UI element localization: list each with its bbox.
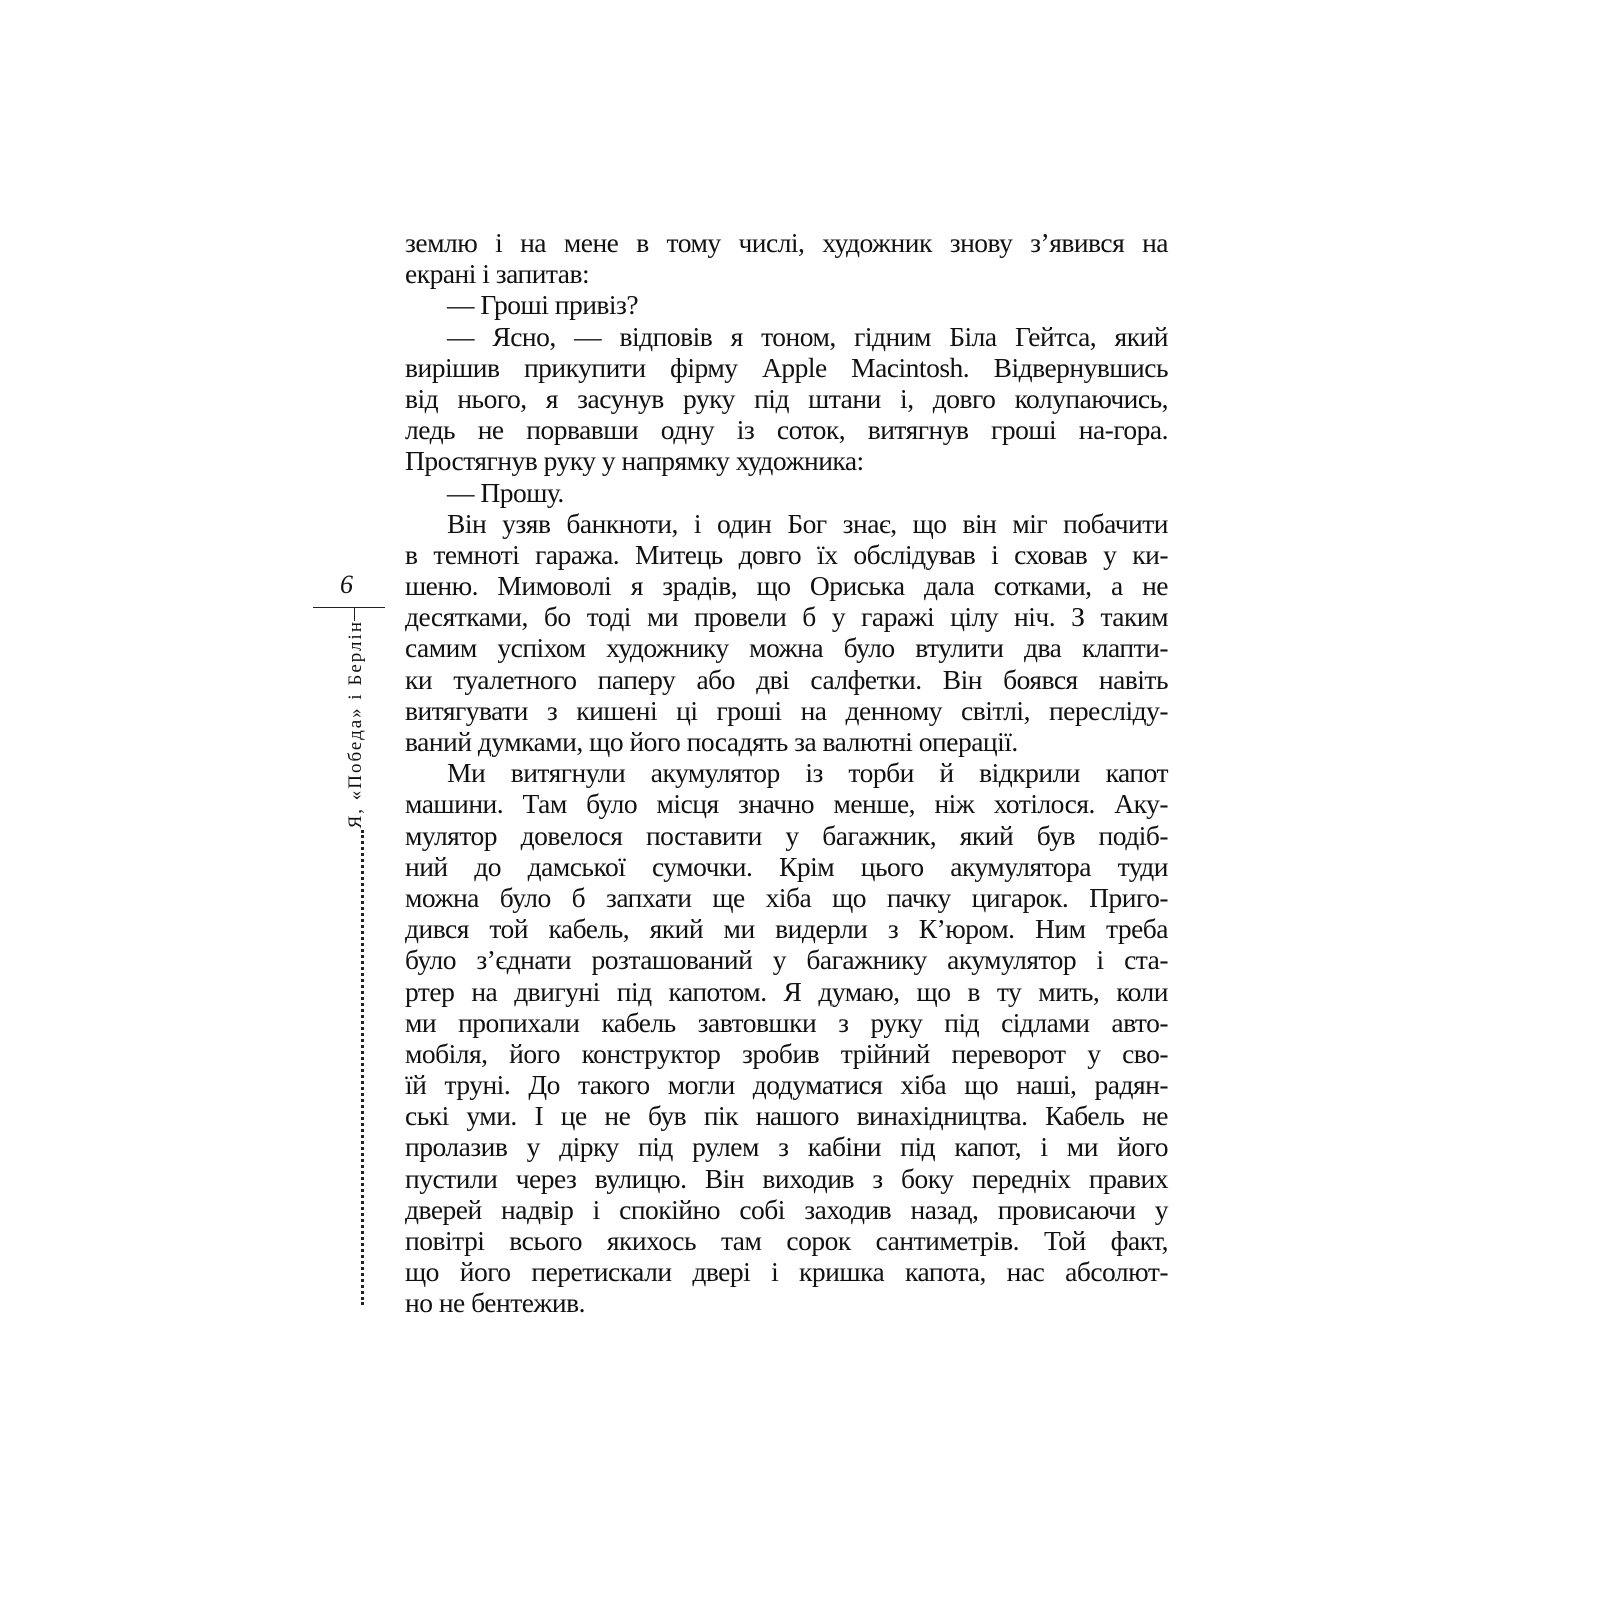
text-line: десятками, бо тоді ми провели б у гаражі цілу ніч. З таким — [405, 601, 1168, 633]
text-line: що його перетискали двері і кришка капота, нас абсолют- — [405, 1256, 1168, 1288]
text-line: Простягнув руку у напрямку художника: — [405, 445, 864, 477]
text-line: ські уми. І це не був пік нашого винахідництва. Кабель не — [405, 1100, 1168, 1132]
text-line: пустили через вулицю. Він виходив з боку передніх правих — [405, 1162, 1168, 1194]
body-text — [405, 227, 1168, 1319]
header-rule-vertical — [354, 607, 355, 621]
text-line: дверей надвір і спокійно собі заходив назад, провисаючи у — [405, 1193, 1168, 1225]
text-line: їй труні. До такого могли додуматися хіба що наші, радян- — [405, 1069, 1168, 1101]
text-line: було з’єднати розташований у багажнику акумулятор і ста- — [405, 944, 1168, 976]
text-line: пролазив у дірку під рулем з кабіни під капот, і ми його — [405, 1131, 1168, 1163]
text-line: машини. Там було місця значно менше, ніж хотілося. Аку- — [405, 788, 1168, 820]
text-line: від нього, я засунув руку під штани і, довго колупаючись, — [405, 382, 1168, 414]
text-line: но не бентежив. — [405, 1287, 585, 1319]
text-line: шеню. Мимоволі я зрадів, що Ориська дала сотками, а не — [405, 570, 1168, 602]
text-line: витягувати з кишені ці гроші на денному світлі, пересліду- — [405, 694, 1168, 726]
dotted-leader — [349, 830, 364, 1305]
text-line: мобіля, його конструктор зробив трійний переворот у сво- — [405, 1037, 1168, 1069]
running-header-title: Я, «Победа» і Берлін — [345, 620, 366, 829]
page-number: 6 — [340, 570, 353, 599]
header-rule — [313, 607, 385, 608]
text-line: — Прошу. — [447, 476, 564, 508]
text-line: Він узяв банкноти, і один Бог знає, що він міг побачити — [447, 507, 1168, 539]
text-line: ний до дамської сумочки. Крім цього акумулятора туди — [405, 850, 1168, 882]
text-line: самим успіхом художнику можна було втулити два клапти- — [405, 632, 1168, 664]
text-line: можна було б запхати ще хіба що пачку цигарок. Приго- — [405, 881, 1168, 913]
text-line: ртер на двигуні під капотом. Я думаю, що в ту мить, коли — [405, 975, 1168, 1007]
text-line: мулятор довелося поставити у багажник, який був подіб- — [405, 819, 1168, 851]
text-line: ваний думками, що його посадять за валютні операції. — [405, 726, 1018, 757]
text-line: вирішив прикупити фірму Apple Macintosh. Відвернувшись — [405, 351, 1168, 383]
text-line: ми пропихали кабель завтовшки з руку під сідлами авто- — [405, 1006, 1168, 1038]
text-line: дився той кабель, який ми видерли з К’юром. Ним треба — [405, 913, 1168, 945]
text-line: землю і на мене в тому числі, художник знову з’явився на — [405, 227, 1168, 258]
text-line: в темноті гаража. Митець довго їх обслідував і сховав у ки- — [405, 538, 1168, 570]
text-line: — Ясно, — відповів я тоном, гідним Біла Гейтса, який — [447, 320, 1168, 352]
text-line: Ми витягнули акумулятор із торби й відкрили капот — [447, 757, 1168, 789]
text-line: ледь не порвавши одну із соток, витягнув гроші на-гора. — [405, 414, 1168, 446]
text-line: — Гроші привіз? — [447, 289, 639, 321]
running-header — [345, 620, 367, 1305]
text-line: ки туалетного паперу або дві салфетки. Він боявся навіть — [405, 663, 1168, 695]
text-line: екрані і запитав: — [405, 258, 590, 290]
text-line: повітрі всього якихось там сорок сантиметрів. Той факт, — [405, 1225, 1168, 1256]
